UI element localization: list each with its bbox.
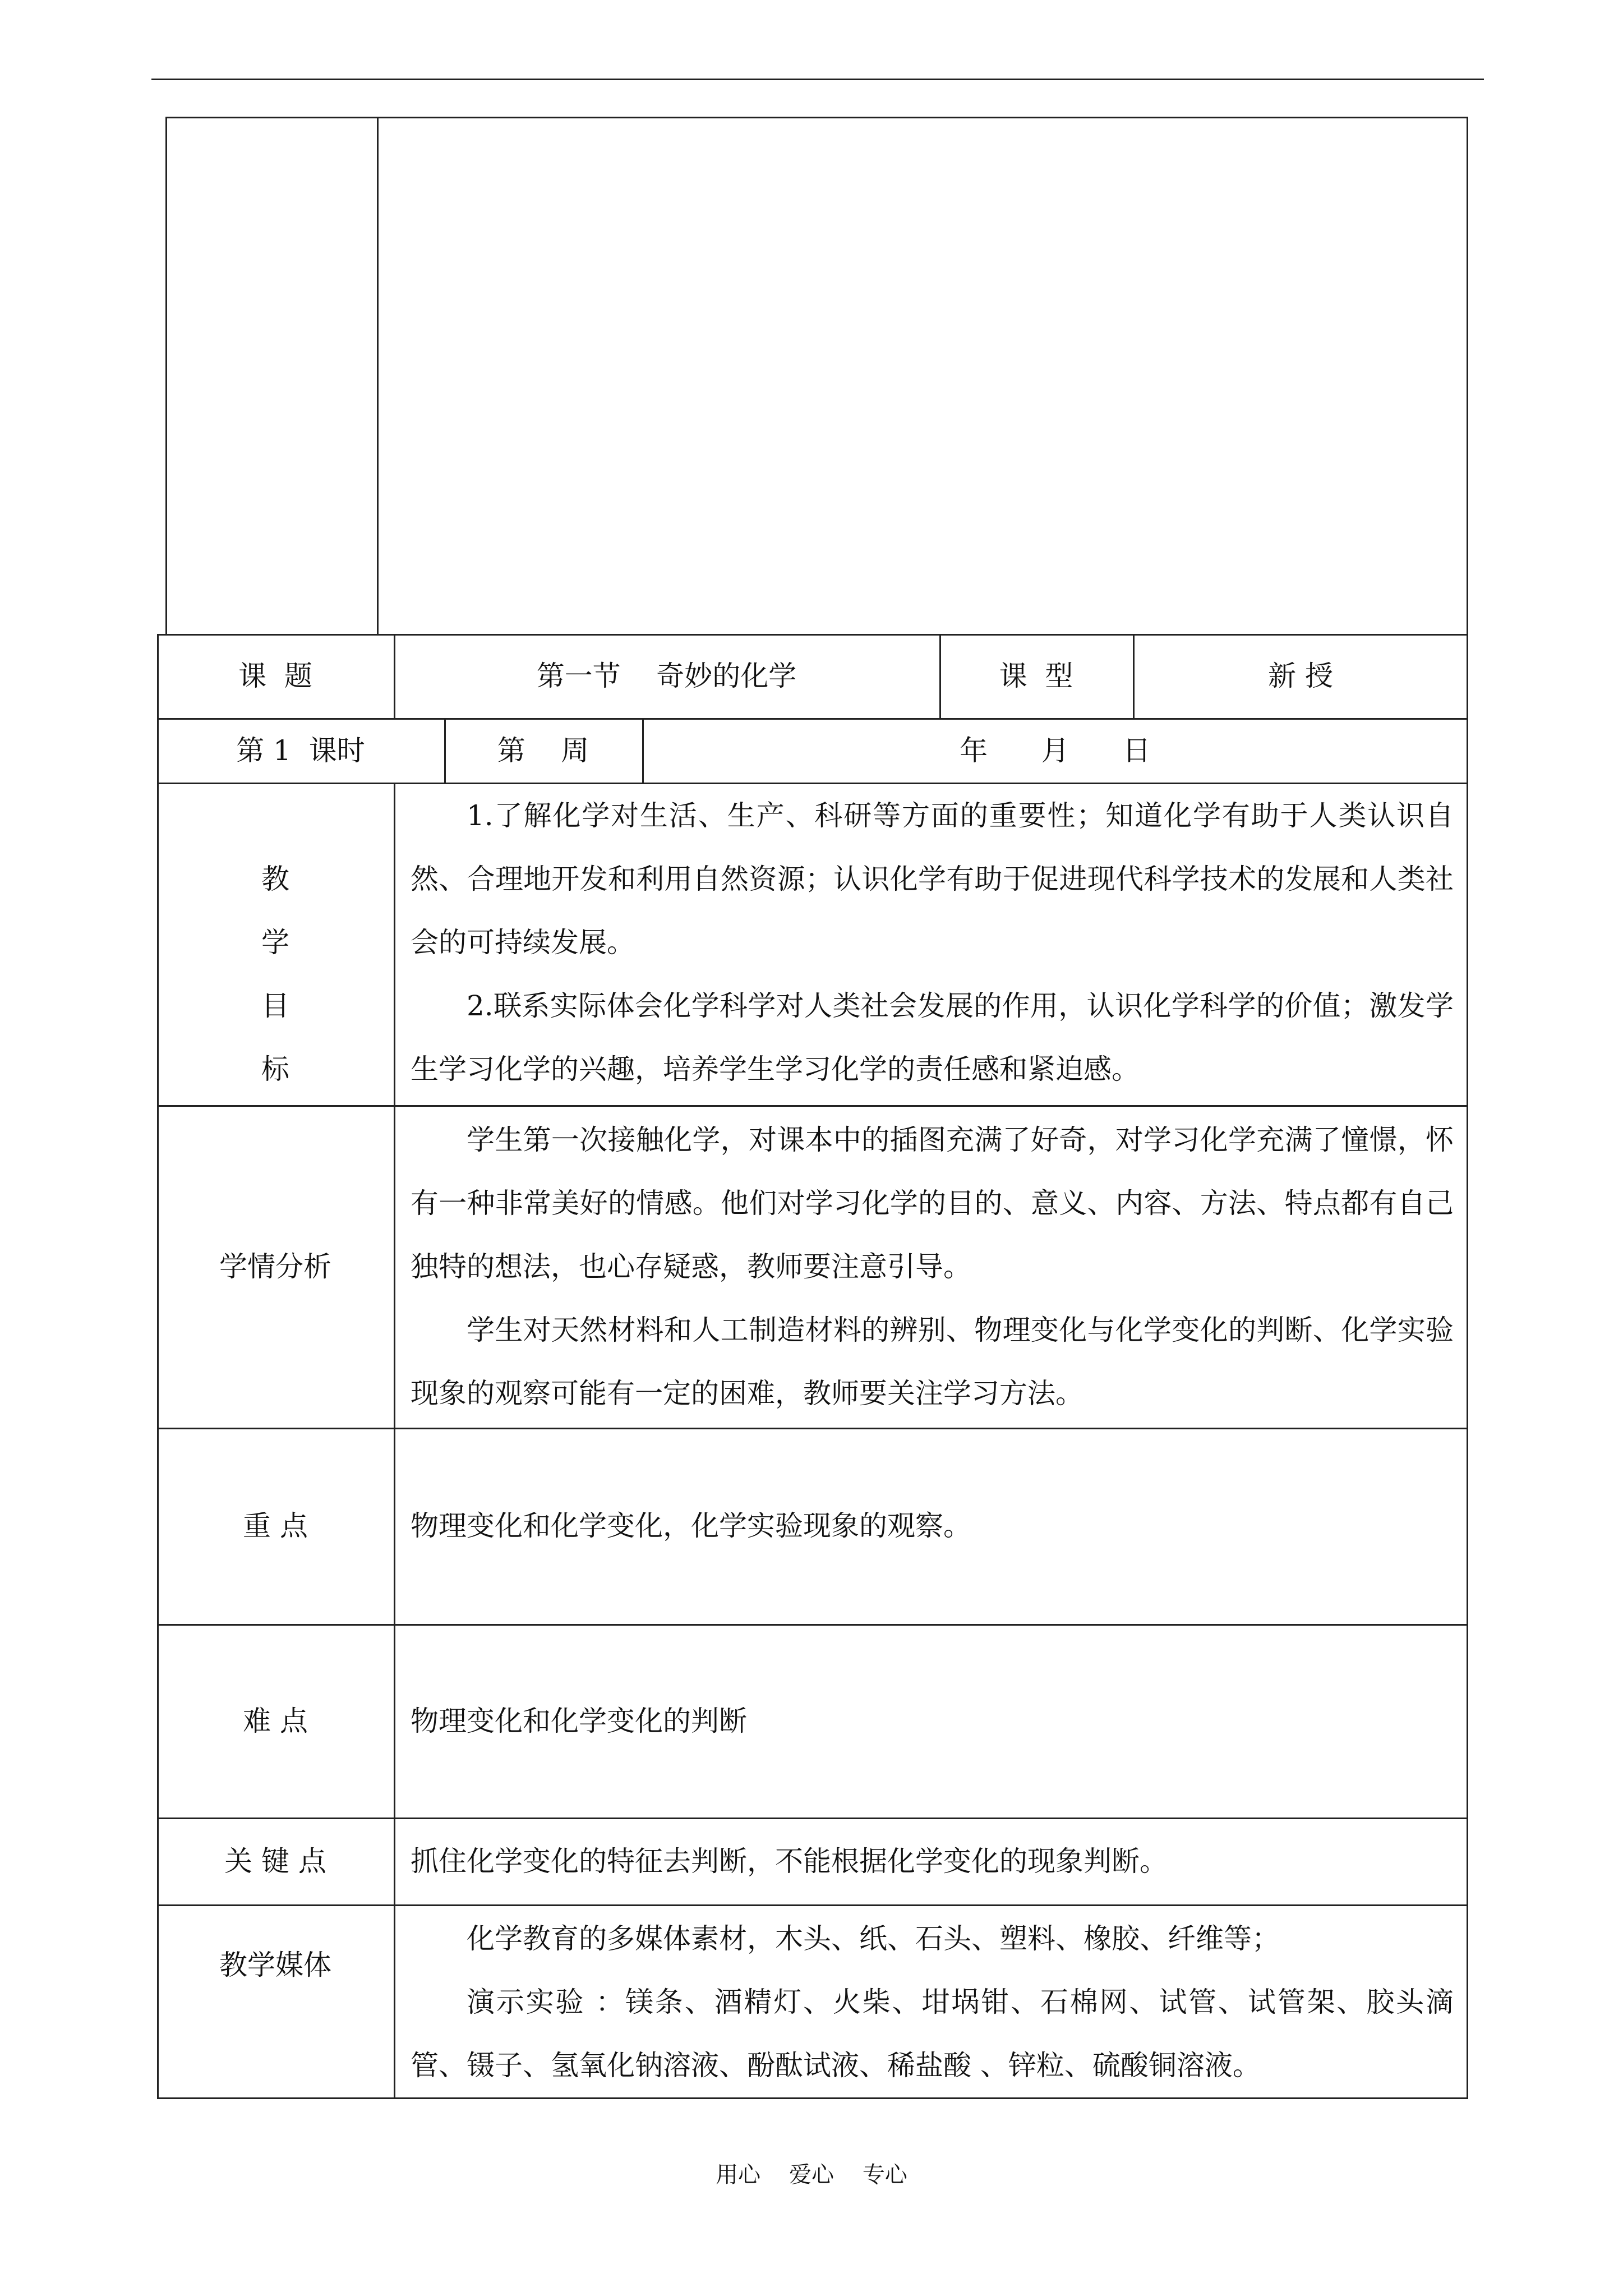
week-label: 第 周 [497, 734, 589, 767]
top-table-divider [377, 117, 379, 634]
topic-label: 课 题 [238, 660, 312, 692]
objectives-label-char: 学 [261, 926, 289, 959]
objectives-content [411, 784, 1454, 1101]
header-rule [151, 79, 1484, 80]
type-value: 新 授 [1268, 660, 1333, 692]
objectives-label [157, 848, 394, 1101]
objectives-label-char: 目 [261, 990, 289, 1022]
key-points-label: 重 点 [243, 1510, 308, 1542]
row-divider [157, 1904, 1468, 1906]
key-points-value: 物理变化和化学变化，化学实验现象的观察。 [411, 1510, 971, 1542]
period-label: 第 1 课时 [236, 734, 365, 767]
media-label: 教学媒体 [219, 1948, 331, 1981]
difficulties-value: 物理变化和化学变化的判断 [411, 1704, 747, 1737]
objective-item: 2.联系实际体会化学科学对人类社会发展的作用，认识化学科学的价值；激发学生学习化学的兴趣，培养学生学习化学的责任感和紧迫感。 [411, 990, 1454, 1085]
objectives-label-char: 教 [261, 863, 289, 895]
objective-item: 1.了解化学对生活、生产、科研等方面的重要性；知道化学有助于人类认识自然、合理地开发和利用自然资源；认识化学有助于促进现代科学技术的发展和人类社会的可持续发展。 [411, 799, 1454, 959]
page-footer: 用心 爱心 专心 [716, 2162, 907, 2188]
type-label: 课 型 [999, 660, 1073, 692]
media-content [411, 1907, 1454, 2097]
col-divider [394, 783, 395, 2099]
media-paragraph: 化学教育的多媒体素材，木头、纸、石头、塑料、橡胶、纤维等； [467, 1922, 1280, 1955]
analysis-paragraph: 学生对天然材料和人工制造材料的辨别、物理变化与化学变化的判断、化学实验现象的观察可能有一定的困难，教师要关注学习方法。 [411, 1314, 1454, 1410]
media-paragraph: 演示实验 ：镁条、酒精灯、火柴、坩埚钳、石棉网、试管、试管架、胶头滴管、镊子、氢氧化钠溶液、酚酞试液、稀盐酸 、锌粒、硫酸铜溶液。 [411, 1986, 1454, 2082]
analysis-label: 学情分析 [219, 1250, 331, 1283]
difficulties-label: 难 点 [243, 1704, 308, 1737]
analysis-paragraph: 学生第一次接触化学，对课本中的插图充满了好奇，对学习化学充满了憧憬，怀有一种非常美好的情感。他们对学习化学的目的、意义、内容、方法、特点都有自己独特的想法，也心存疑惑，教师要注意引导。 [411, 1124, 1454, 1283]
objectives-label-char: 标 [261, 1053, 289, 1085]
topic-value: 第一节 奇妙的化学 [536, 660, 797, 692]
analysis-content [411, 1108, 1454, 1425]
date-label: 年 月 日 [960, 734, 1151, 767]
critical-value: 抓住化学变化的特征去判断，不能根据化学变化的现象判断。 [411, 1844, 1168, 1878]
critical-label: 关 键 点 [224, 1844, 326, 1878]
top-blank-table [165, 117, 1468, 634]
